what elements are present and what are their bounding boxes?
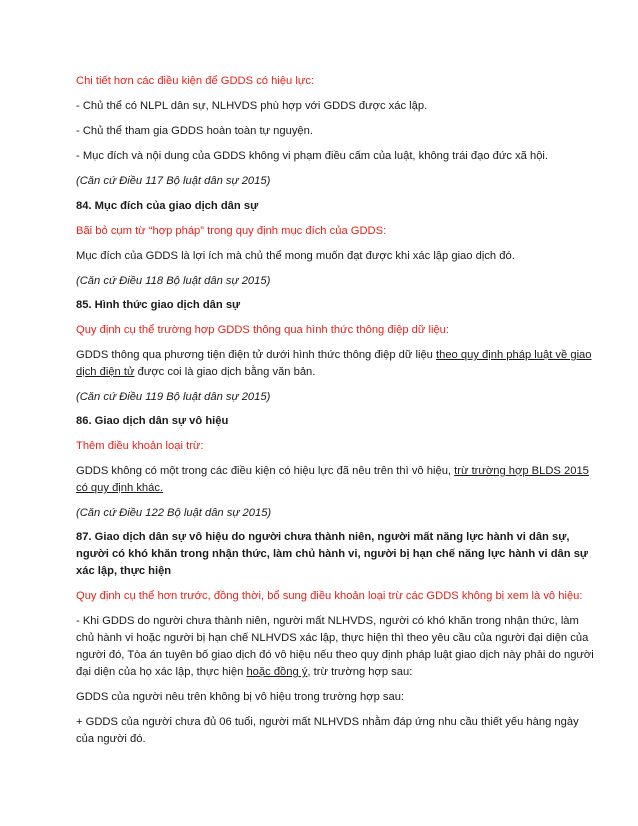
section-87-heading-line-3: xác lập, thực hiện bbox=[76, 565, 172, 577]
section-87-exception-line-2: của người đó. bbox=[76, 733, 146, 745]
body-text: được coi là giao dịch bằng văn bản. bbox=[134, 366, 316, 378]
body-text: GDDS thông qua phương tiện điện tử dưới hình thức thông điệp dữ liệu bbox=[76, 349, 436, 361]
section-87-heading-line-2: người có khó khăn trong nhận thức, làm chủ hành vi, người bị hạn chế năng lực hành vi dân sự bbox=[76, 548, 589, 560]
section-87-body-line-1: - Khi GDDS do người chưa thành niên, người mất NLHVDS, người có khó khăn trong nhận thức, làm bbox=[76, 615, 579, 627]
citation-118: (Căn cứ Điều 118 Bộ luật dân sự 2015) bbox=[76, 275, 271, 287]
section-87-exception-intro: GDDS của người nêu trên không bị vô hiệu trong trường hợp sau: bbox=[76, 691, 405, 703]
underlined-text: trừ trường hợp BLDS 2015 bbox=[454, 465, 589, 477]
section-87-exception-line-1: + GDDS của người chưa đủ 06 tuổi, người mất NLHVDS nhằm đáp ứng nhu cầu thiết yếu hàng ngày bbox=[76, 716, 579, 728]
section-87-note: Quy định cụ thể hơn trước, đồng thời, bổ sung điều khoản loại trừ các GDDS không bị xem là vô hiệu: bbox=[76, 590, 583, 602]
citation-119: (Căn cứ Điều 119 Bộ luật dân sự 2015) bbox=[76, 391, 271, 403]
section-85-body-line-1 bbox=[76, 348, 592, 362]
condition-item-1: - Chủ thể có NLPL dân sự, NLHVDS phù hợp với GDDS được xác lập. bbox=[76, 100, 428, 112]
section-86-body-line-2: có quy định khác. bbox=[76, 482, 164, 494]
section-84-heading: 84. Mục đích của giao dịch dân sự bbox=[76, 200, 259, 212]
condition-item-2: - Chủ thể tham gia GDDS hoàn toàn tự nguyện. bbox=[76, 125, 313, 137]
section-86-note: Thêm điều khoản loại trừ: bbox=[76, 440, 204, 452]
body-text: , trừ trường hợp sau: bbox=[307, 666, 413, 678]
section-87-heading-line-1: 87. Giao dịch dân sự vô hiệu do người chưa thành niên, người mất năng lực hành vi dân sự, bbox=[76, 531, 570, 543]
section-86-body-line-1 bbox=[76, 464, 589, 478]
citation-122: (Căn cứ Điều 122 Bộ luật dân sự 2015) bbox=[76, 507, 272, 519]
body-text: GDDS không có một trong các điều kiện có hiệu lực đã nêu trên thì vô hiệu, bbox=[76, 465, 455, 477]
section-87-body-line-2: chủ hành vi hoặc người bị hạn chế NLHVDS xác lập, thực hiện thì theo yêu cầu của người đại diện của bbox=[76, 632, 589, 644]
section-85-note: Quy định cụ thể trường hợp GDDS thông qua hình thức thông điệp dữ liệu: bbox=[76, 324, 449, 336]
underlined-text: dịch điện tử bbox=[76, 366, 135, 378]
section-84-body: Mục đích của GDDS là lợi ích mà chủ thể mong muốn đạt được khi xác lập giao dịch đó. bbox=[76, 250, 515, 262]
section-87-body-line-3: người đó, Tòa án tuyên bố giao dịch đó vô hiệu nếu theo quy định pháp luật giao dịch này phải do người bbox=[76, 649, 594, 661]
underlined-text: hoặc đồng ý bbox=[246, 666, 308, 678]
condition-item-3: - Mục đích và nội dung của GDDS không vi phạm điều cấm của luật, không trái đạo đức xã hội. bbox=[76, 150, 549, 162]
note-conditions-heading: Chi tiết hơn các điều kiện để GDDS có hiệu lực: bbox=[76, 75, 315, 87]
section-86-heading: 86. Giao dịch dân sự vô hiệu bbox=[76, 415, 229, 427]
section-87-body-line-4 bbox=[76, 665, 412, 679]
section-84-note: Bãi bỏ cụm từ “hợp pháp” trong quy định mục đích của GDDS: bbox=[76, 225, 387, 237]
citation-117: (Căn cứ Điều 117 Bộ luật dân sự 2015) bbox=[76, 175, 271, 187]
section-85-body-line-2 bbox=[76, 365, 315, 379]
body-text: đại diện của họ xác lập, thực hiện bbox=[76, 666, 247, 678]
underlined-text: theo quy định pháp luật về giao bbox=[436, 349, 592, 361]
section-85-heading: 85. Hình thức giao dịch dân sự bbox=[76, 299, 241, 311]
